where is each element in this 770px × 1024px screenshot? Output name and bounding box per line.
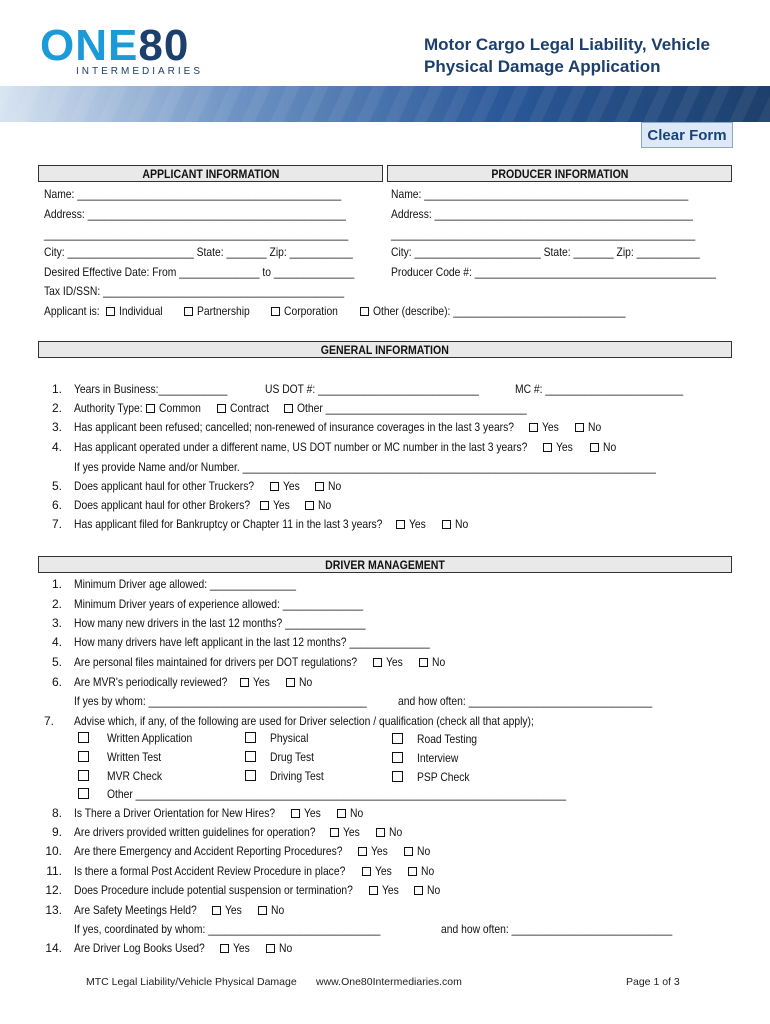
suspension-no-option[interactable]: No <box>414 883 442 897</box>
mc-number-field[interactable]: MC #: ________________________ <box>515 382 684 396</box>
question-different-name: Has applicant operated under a different name, US DOT number or MC number in the last 3 years? <box>74 440 528 454</box>
safety-meetings-no-option[interactable]: No <box>258 903 286 917</box>
selection-mvr-check[interactable]: MVR Check <box>78 769 171 783</box>
logo-subtitle: INTERMEDIARIES <box>76 66 204 77</box>
log-books-no-option[interactable]: No <box>266 941 294 955</box>
different-name-no-option[interactable]: No <box>590 440 618 454</box>
selection-physical[interactable]: Physical <box>245 731 315 745</box>
item-number: 2. <box>51 597 62 611</box>
haul-brokers-no-option[interactable]: No <box>305 498 333 512</box>
question-log-books: Are Driver Log Books Used? <box>74 941 205 955</box>
post-accident-no-option[interactable]: No <box>408 864 436 878</box>
min-driver-experience-field[interactable]: Minimum Driver years of experience allowed: ______________ <box>74 597 364 611</box>
logo-main-left: ONE <box>40 21 139 70</box>
item-number: 6. <box>51 498 62 512</box>
selection-drug-test[interactable]: Drug Test <box>245 750 321 764</box>
applicant-city-field[interactable]: City: ______________________ State: _______ Zip: ___________ <box>44 245 353 259</box>
selection-written-test[interactable]: Written Test <box>78 750 170 764</box>
guidelines-yes-option[interactable]: Yes <box>330 825 363 839</box>
suspension-yes-option[interactable]: Yes <box>369 883 402 897</box>
checkbox-icon[interactable] <box>305 501 314 510</box>
authority-type-label: Authority Type: <box>74 401 143 415</box>
question-refused-coverage: Has applicant been refused; cancelled; non-renewed of insurance coverages in the last 3 years? <box>74 420 515 434</box>
item-number: 2. <box>51 401 62 415</box>
general-section-heading: GENERAL INFORMATION <box>38 341 732 358</box>
checkbox-icon[interactable] <box>392 733 403 744</box>
producer-address-field[interactable]: Address: _____________________________________________ <box>391 207 693 221</box>
item-number: 7. <box>43 714 54 728</box>
item-number: 1. <box>51 577 62 591</box>
checkbox-icon[interactable] <box>408 867 417 876</box>
refused-yes-option[interactable]: Yes <box>529 420 562 434</box>
orientation-no-option[interactable]: No <box>337 806 365 820</box>
checkbox-icon[interactable] <box>78 770 89 781</box>
item-number: 14. <box>45 941 62 955</box>
personal-files-yes-option[interactable]: Yes <box>373 655 406 669</box>
item-number: 13. <box>45 903 62 917</box>
applicant-type-other[interactable]: Other (describe): ______________________________ <box>360 304 667 318</box>
item-number: 3. <box>51 420 62 434</box>
question-post-accident-review: Is there a formal Post Accident Review Procedure in place? <box>74 864 346 878</box>
item-number: 12. <box>45 883 62 897</box>
item-number: 3. <box>51 616 62 630</box>
header-banner <box>0 86 770 122</box>
checkbox-icon[interactable] <box>78 732 89 743</box>
producer-section-heading: PRODUCER INFORMATION <box>387 165 732 182</box>
checkbox-icon[interactable] <box>396 520 405 529</box>
checkbox-icon[interactable] <box>270 482 279 491</box>
safety-coordinator-field[interactable]: If yes, coordinated by whom: ______________________________ <box>74 922 381 936</box>
drivers-left-field[interactable]: How many drivers have left applicant in the last 12 months? ______________ <box>74 635 430 649</box>
item-number: 1. <box>51 382 62 396</box>
question-haul-truckers: Does applicant haul for other Truckers? <box>74 479 255 493</box>
item-number: 4. <box>51 635 62 649</box>
checkbox-icon[interactable] <box>245 732 256 743</box>
selection-written-application[interactable]: Written Application <box>78 731 206 745</box>
checkbox-icon[interactable] <box>220 944 229 953</box>
checkbox-icon[interactable] <box>419 658 428 667</box>
item-number: 7. <box>51 517 62 531</box>
applicant-address2-field[interactable]: _____________________________________________________ <box>44 227 349 241</box>
authority-contract-option[interactable]: Contract <box>217 401 275 415</box>
item-number: 6. <box>51 675 62 689</box>
page-title-line1: Motor Cargo Legal Liability, Vehicle <box>424 35 710 54</box>
question-emergency-procedures: Are there Emergency and Accident Reporting Procedures? <box>74 844 343 858</box>
mvr-by-whom-field[interactable]: If yes by whom: ______________________________________ <box>74 694 367 708</box>
mvr-reviewed-yes-option[interactable]: Yes <box>240 675 273 689</box>
selection-other[interactable]: Other ___________________________________________________________________________ <box>78 787 641 801</box>
question-orientation: Is There a Driver Orientation for New Hires? <box>74 806 276 820</box>
question-driver-selection: Advise which, if any, of the following are used for Driver selection / qualification (check all that apply); <box>74 714 534 728</box>
question-bankruptcy: Has applicant filed for Bankruptcy or Chapter 11 in the last 3 years? <box>74 517 383 531</box>
checkbox-icon[interactable] <box>392 771 403 782</box>
haul-truckers-no-option[interactable]: No <box>315 479 343 493</box>
years-in-business-field[interactable]: Years in Business:____________ <box>74 382 228 396</box>
checkbox-icon[interactable] <box>414 886 423 895</box>
bankruptcy-yes-option[interactable]: Yes <box>396 517 429 531</box>
producer-name-field[interactable]: Name: ______________________________________________ <box>391 187 689 201</box>
checkbox-icon[interactable] <box>337 809 346 818</box>
checkbox-icon[interactable] <box>106 307 115 316</box>
checkbox-icon[interactable] <box>392 752 403 763</box>
applicant-is-label: Applicant is: <box>44 304 100 318</box>
checkbox-icon[interactable] <box>260 501 269 510</box>
item-number: 4. <box>51 440 62 454</box>
item-number: 10. <box>45 844 62 858</box>
post-accident-yes-option[interactable]: Yes <box>362 864 395 878</box>
selection-driving-test[interactable]: Driving Test <box>245 769 332 783</box>
safety-meetings-yes-option[interactable]: Yes <box>212 903 245 917</box>
checkbox-icon[interactable] <box>369 886 378 895</box>
page-title <box>424 34 754 78</box>
page-title-line2: Physical Damage Application <box>424 57 661 76</box>
orientation-yes-option[interactable]: Yes <box>291 806 324 820</box>
applicant-type-corporation[interactable]: Corporation <box>271 304 347 318</box>
item-number: 8. <box>51 806 62 820</box>
applicant-section-heading: APPLICANT INFORMATION <box>38 165 383 182</box>
applicant-type-partnership[interactable]: Partnership <box>184 304 258 318</box>
selection-interview[interactable]: Interview <box>392 751 465 765</box>
question-personal-files: Are personal files maintained for drivers per DOT regulations? <box>74 655 358 669</box>
checkbox-icon[interactable] <box>376 828 385 837</box>
checkbox-icon[interactable] <box>590 443 599 452</box>
emergency-yes-option[interactable]: Yes <box>358 844 391 858</box>
checkbox-icon[interactable] <box>266 944 275 953</box>
footer-document-name: MTC Legal Liability/Vehicle Physical Damage <box>86 976 297 988</box>
checkbox-icon[interactable] <box>217 404 226 413</box>
applicant-type-individual[interactable]: Individual <box>106 304 170 318</box>
applicant-name-field[interactable]: Name: ______________________________________________ <box>44 187 342 201</box>
personal-files-no-option[interactable]: No <box>419 655 447 669</box>
new-drivers-field[interactable]: How many new drivers in the last 12 months? ______________ <box>74 616 366 630</box>
question-suspension: Does Procedure include potential suspension or termination? <box>74 883 353 897</box>
guidelines-no-option[interactable]: No <box>376 825 404 839</box>
question-haul-brokers: Does applicant haul for other Brokers? <box>74 498 251 512</box>
checkbox-icon[interactable] <box>212 906 221 915</box>
checkbox-icon[interactable] <box>529 423 538 432</box>
safety-how-often-field[interactable]: and how often: ____________________________ <box>441 922 673 936</box>
checkbox-icon[interactable] <box>442 520 451 529</box>
refused-no-option[interactable]: No <box>575 420 603 434</box>
different-name-yes-option[interactable]: Yes <box>543 440 576 454</box>
applicant-address-field[interactable]: Address: _____________________________________________ <box>44 207 346 221</box>
emergency-no-option[interactable]: No <box>404 844 432 858</box>
authority-other-option[interactable]: Other ___________________________________ <box>284 401 564 415</box>
checkbox-icon[interactable] <box>245 770 256 781</box>
item-number: 11. <box>46 864 62 878</box>
mvr-how-often-field[interactable]: and how often: ________________________________ <box>398 694 653 708</box>
checkbox-icon[interactable] <box>315 482 324 491</box>
selection-road-testing[interactable]: Road Testing <box>392 732 487 746</box>
checkbox-icon[interactable] <box>240 678 249 687</box>
checkbox-icon[interactable] <box>358 847 367 856</box>
checkbox-icon[interactable] <box>184 307 193 316</box>
logo-main-right: 80 <box>138 21 190 70</box>
us-dot-field[interactable]: US DOT #: ____________________________ <box>265 382 479 396</box>
producer-city-field[interactable]: City: ______________________ State: _______ Zip: ___________ <box>391 245 700 259</box>
producer-code-field[interactable]: Producer Code #: __________________________________________ <box>391 265 716 279</box>
checkbox-icon[interactable] <box>330 828 339 837</box>
authority-common-option[interactable]: Common <box>146 401 208 415</box>
checkbox-icon[interactable] <box>362 867 371 876</box>
producer-address2-field[interactable]: _____________________________________________________ <box>391 227 696 241</box>
min-driver-age-field[interactable]: Minimum Driver age allowed: _______________ <box>74 577 297 591</box>
clear-form-button[interactable]: Clear Form <box>641 122 733 148</box>
selection-psp-check[interactable]: PSP Check <box>392 770 478 784</box>
checkbox-icon[interactable] <box>245 751 256 762</box>
different-name-details-field[interactable]: If yes provide Name and/or Number. ________________________________________________________________________ <box>74 460 656 474</box>
haul-truckers-yes-option[interactable]: Yes <box>270 479 303 493</box>
checkbox-icon[interactable] <box>271 307 280 316</box>
checkbox-icon[interactable] <box>360 307 369 316</box>
mvr-reviewed-no-option[interactable]: No <box>286 675 314 689</box>
item-number: 9. <box>51 825 62 839</box>
checkbox-icon[interactable] <box>284 404 293 413</box>
checkbox-icon[interactable] <box>286 678 295 687</box>
checkbox-icon[interactable] <box>404 847 413 856</box>
checkbox-icon[interactable] <box>373 658 382 667</box>
checkbox-icon[interactable] <box>78 751 89 762</box>
question-mvr-reviewed: Are MVR's periodically reviewed? <box>74 675 228 689</box>
question-written-guidelines: Are drivers provided written guidelines for operation? <box>74 825 316 839</box>
bankruptcy-no-option[interactable]: No <box>442 517 470 531</box>
checkbox-icon[interactable] <box>78 788 89 799</box>
checkbox-icon[interactable] <box>146 404 155 413</box>
log-books-yes-option[interactable]: Yes <box>220 941 253 955</box>
desired-effective-date-field[interactable]: Desired Effective Date: From ______________ to ______________ <box>44 265 355 279</box>
haul-brokers-yes-option[interactable]: Yes <box>260 498 293 512</box>
checkbox-icon[interactable] <box>543 443 552 452</box>
item-number: 5. <box>51 479 62 493</box>
checkbox-icon[interactable] <box>575 423 584 432</box>
item-number: 5. <box>51 655 62 669</box>
checkbox-icon[interactable] <box>258 906 267 915</box>
checkbox-icon[interactable] <box>291 809 300 818</box>
tax-id-field[interactable]: Tax ID/SSN: __________________________________________ <box>44 284 345 298</box>
question-safety-meetings: Are Safety Meetings Held? <box>74 903 197 917</box>
driver-section-heading: DRIVER MANAGEMENT <box>38 556 732 573</box>
footer-website: www.One80Intermediaries.com <box>316 976 462 988</box>
footer-page-number: Page 1 of 3 <box>626 976 680 988</box>
